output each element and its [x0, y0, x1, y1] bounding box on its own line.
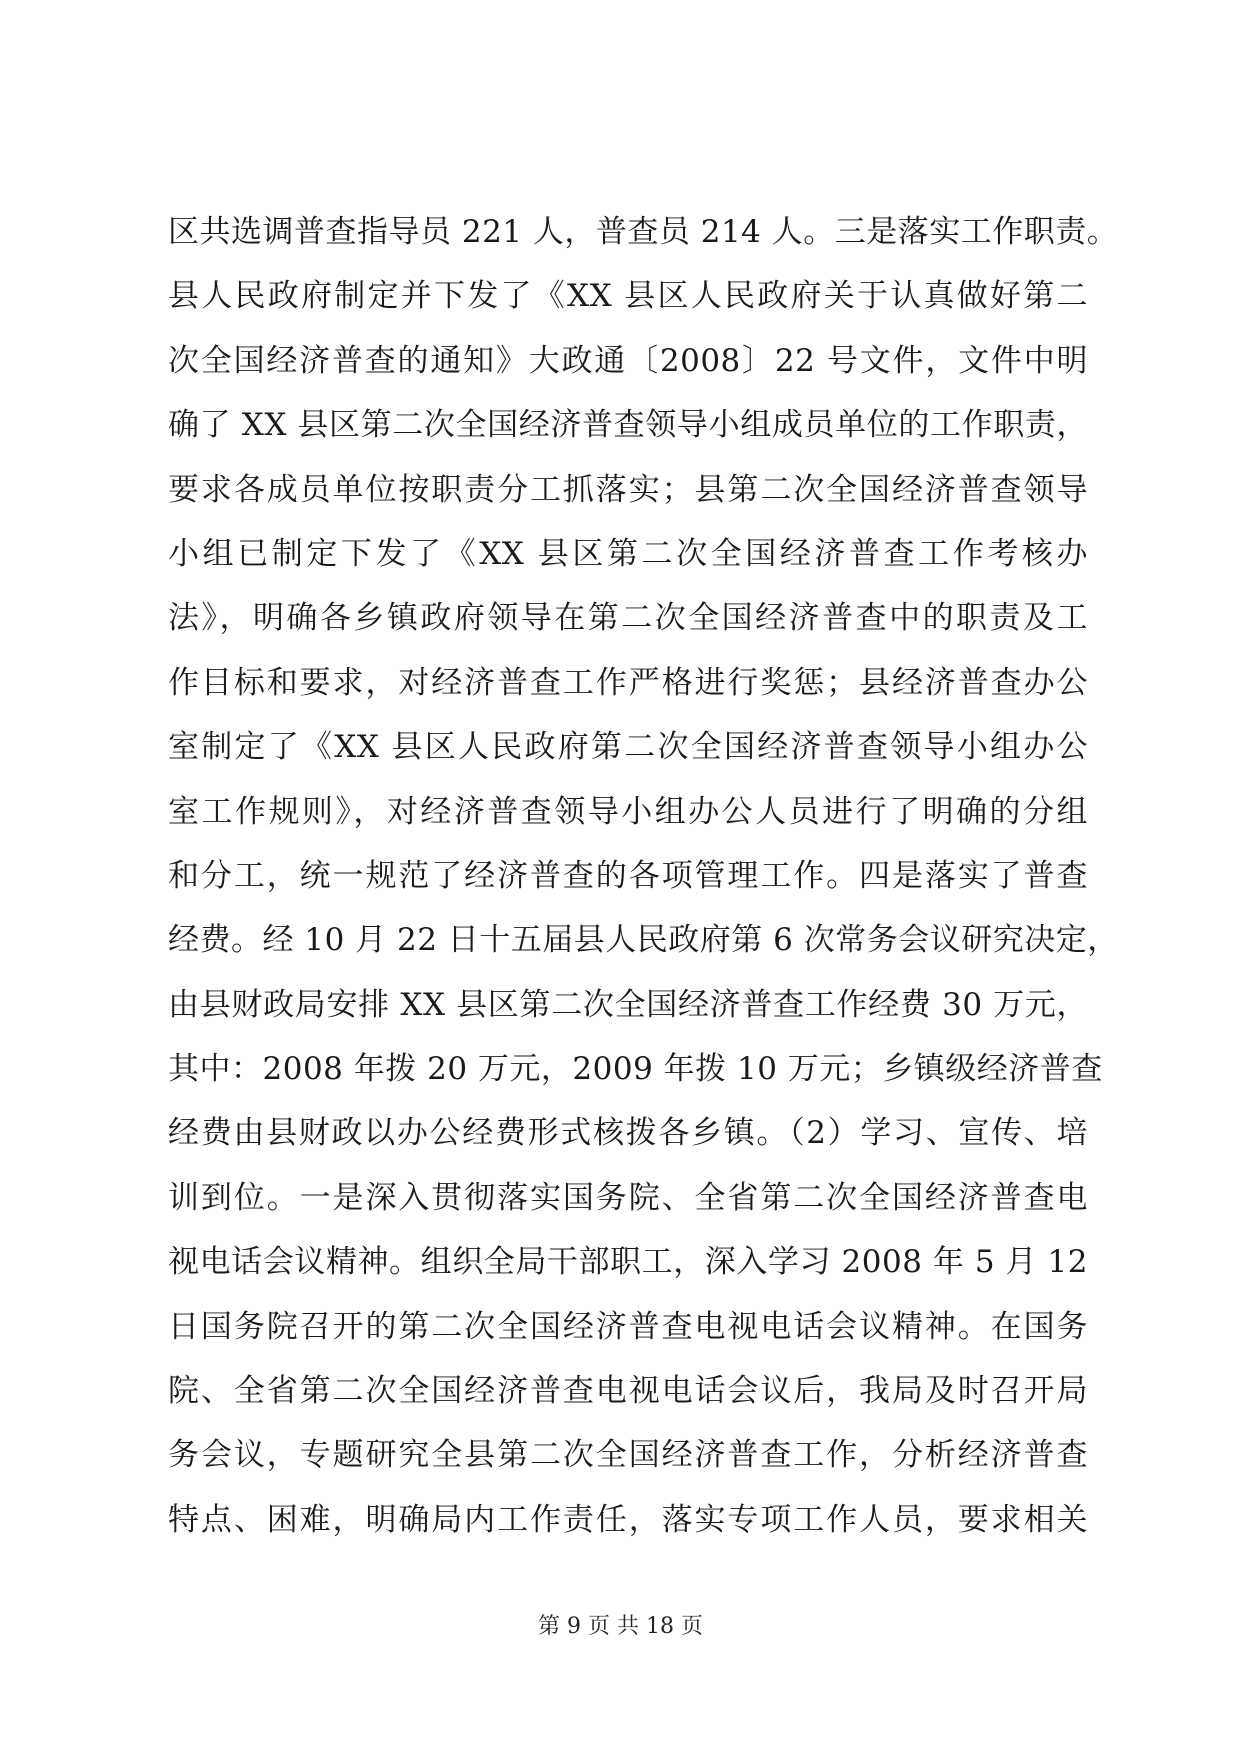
text-line: 确了 XX 县区第二次全国经济普查领导小组成员单位的工作职责， — [168, 407, 1088, 444]
body-text — [168, 200, 1119, 1552]
page-footer — [0, 1612, 1241, 1642]
text-line: 经费。经 10 月 22 日十五届县人民政府第 6 次常务会议研究决定， — [168, 922, 1119, 959]
page-number: 第 9 页 共 18 页 — [538, 1614, 703, 1639]
text-line: 区共选调普查指导员 221 人，普查员 214 人。三是落实工作职责。 — [168, 214, 1119, 250]
text-line: 训到位。一是深入贯彻落实国务院、全省第二次全国经济普查电 — [168, 1179, 1088, 1216]
text-line: 次全国经济普查的通知》大政通〔2008〕22 号文件，文件中明 — [168, 342, 1088, 379]
text-line: 小组已制定下发了《XX 县区第二次全国经济普查工作考核办 — [168, 535, 1088, 572]
text-line: 务会议，专题研究全县第二次全国经济普查工作，分析经济普查 — [168, 1437, 1088, 1474]
text-line: 特点、困难，明确局内工作责任，落实专项工作人员，要求相关 — [168, 1501, 1088, 1538]
text-line: 院、全省第二次全国经济普查电视电话会议后，我局及时召开局 — [168, 1373, 1088, 1410]
text-line: 法》，明确各乡镇政府领导在第二次全国经济普查中的职责及工 — [168, 600, 1088, 637]
text-line: 县人民政府制定并下发了《XX 县区人民政府关于认真做好第二 — [168, 278, 1088, 315]
text-line: 视电话会议精神。组织全局干部职工，深入学习 2008 年 5 月 12 — [168, 1244, 1088, 1281]
text-line: 其中：2008 年拨 20 万元，2009 年拨 10 万元；乡镇级经济普查 — [168, 1051, 1103, 1088]
text-line: 要求各成员单位按职责分工抓落实；县第二次全国经济普查领导 — [168, 471, 1088, 508]
text-line: 和分工，统一规范了经济普查的各项管理工作。四是落实了普查 — [168, 857, 1088, 894]
text-line: 经费由县财政以办公经费形式核拨各乡镇。（2）学习、宣传、培 — [168, 1115, 1088, 1152]
text-line: 室制定了《XX 县区人民政府第二次全国经济普查领导小组办公 — [168, 729, 1088, 766]
text-line: 由县财政局安排 XX 县区第二次全国经济普查工作经费 30 万元， — [168, 986, 1088, 1023]
text-line: 作目标和要求，对经济普查工作严格进行奖惩；县经济普查办公 — [168, 664, 1088, 701]
text-line: 室工作规则》，对经济普查领导小组办公人员进行了明确的分组 — [168, 793, 1088, 830]
text-line: 日国务院召开的第二次全国经济普查电视电话会议精神。在国务 — [168, 1308, 1088, 1345]
